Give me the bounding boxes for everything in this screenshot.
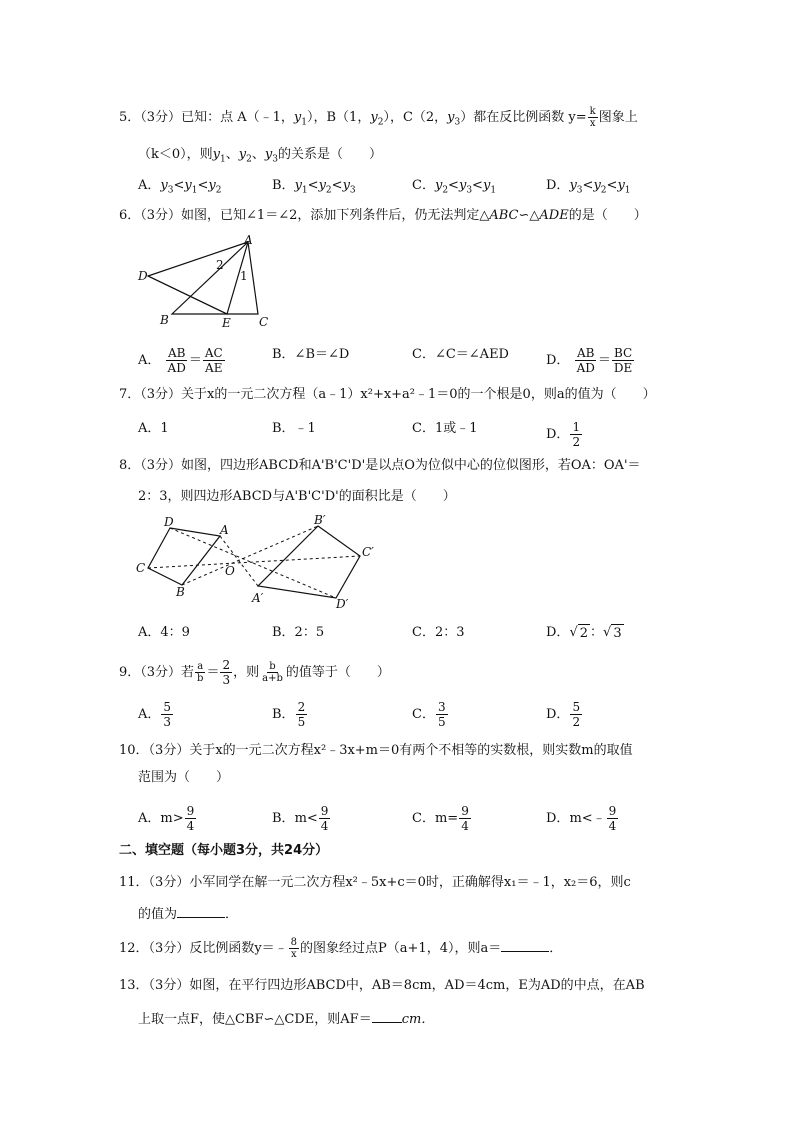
q8-stem-line1: 8．（3分）如图，四边形ABCD和A'B'C'D'是以点O为位似中心的位似图形，若OA：OA'＝ bbox=[119, 458, 641, 473]
q7-stem: 7．（3分）关于x的一元二次方程（a﹣1）x²+x+a²﹣1＝0的一个根是0，则a的值为（ ） bbox=[119, 387, 656, 402]
q8-label-o: O bbox=[225, 564, 235, 578]
q8-label-d-prime: D′ bbox=[336, 597, 349, 611]
q8-label-c-prime: C′ bbox=[362, 545, 374, 559]
q5-option-d[interactable]: D．$y_3<y_2<y_1$ bbox=[546, 178, 631, 196]
q8-option-d[interactable]: D．√ 2 ：√ 3 bbox=[546, 625, 622, 641]
q13-answer-blank[interactable] bbox=[372, 1010, 402, 1023]
q6-label-a: A bbox=[244, 233, 253, 247]
q8-quad-a2b2c2d2 bbox=[258, 526, 360, 598]
q5-fraction: $\frac{k}{x}$ bbox=[589, 106, 596, 129]
q8-option-b[interactable]: B．2：5 bbox=[272, 625, 325, 640]
q8-stem-line2: 2：3，则四边形ABCD与A'B'C'D'的面积比是（ ） bbox=[138, 489, 456, 504]
q11-answer-blank[interactable] bbox=[177, 905, 225, 918]
q8-label-b-prime: B′ bbox=[314, 513, 326, 527]
q5-option-c[interactable]: C．$y_2<y_3<y_1$ bbox=[412, 178, 497, 196]
q12-stem: 12．（3分）反比例函数y＝﹣ $\frac{8}{x}$ 的图象经过点P（a+1，4），则a＝ ． bbox=[119, 937, 563, 960]
q6-angle-2: 2 bbox=[216, 258, 224, 272]
q9-option-c[interactable]: C． $\frac{3}{5}$ bbox=[412, 700, 446, 729]
q8-label-a-prime: A′ bbox=[252, 591, 264, 605]
q6-label-c: C bbox=[259, 315, 269, 329]
q8-option-a[interactable]: A．4：9 bbox=[138, 625, 190, 640]
q5-option-a[interactable]: A．$y_3<y_1<y_2$ bbox=[138, 178, 222, 196]
q6-option-a[interactable]: A． $\frac{AB}{AD}$ ＝ $\frac{AC}{AE}$ bbox=[138, 346, 223, 375]
q6-figure bbox=[134, 232, 284, 332]
q7-option-c[interactable]: C．1或﹣1 bbox=[412, 421, 478, 436]
q9-option-a[interactable]: A． $\frac{5}{3}$ bbox=[138, 700, 172, 729]
q6-label-b: B bbox=[160, 313, 169, 327]
q5-stem-line1: 5．（3分）已知：点 A（﹣1，$y_1$），B（1，$y_2$），C（2，$y_3$）都在反比例函数 y= $\frac{k}{x}$ 图象上 bbox=[119, 106, 638, 129]
q10-option-b[interactable]: B．m< $\frac{9}{4}$ bbox=[272, 804, 329, 833]
q6-label-d: D bbox=[138, 269, 148, 283]
q7-option-d[interactable]: D． $\frac{1}{2}$ bbox=[546, 420, 581, 449]
q6-angle-1: 1 bbox=[240, 269, 248, 283]
q7-option-a[interactable]: A．1 bbox=[138, 421, 169, 436]
q11-stem-line2: 的值为 ． bbox=[138, 907, 239, 922]
q8-label-c: C bbox=[136, 561, 146, 575]
section-2-heading: 二、填空题（每小题3分，共24分） bbox=[119, 843, 329, 858]
q8-figure bbox=[134, 512, 384, 617]
q10-option-d[interactable]: D．m<﹣ $\frac{9}{4}$ bbox=[546, 804, 617, 833]
q8-quad-abcd bbox=[148, 528, 220, 585]
q6-segment-de bbox=[148, 276, 227, 314]
q5-option-b[interactable]: B．$y_1<y_2<y_3$ bbox=[272, 178, 356, 196]
q13-stem-line1: 13．（3分）如图，在平行四边形ABCD中，AB＝8cm，AD＝4cm，E为AD的中点，在AB bbox=[119, 978, 645, 993]
q10-stem-line1: 10．（3分）关于x的一元二次方程x²﹣3x+m＝0有两个不相等的实数根，则实数m的取值 bbox=[119, 743, 633, 758]
q9-option-d[interactable]: D． $\frac{5}{2}$ bbox=[546, 700, 581, 729]
q6-stem: 6．（3分）如图，已知∠1＝∠2，添加下列条件后，仍无法判定△ABC∽△ADE的是（ ） bbox=[119, 208, 647, 223]
q6-triangle-ade bbox=[148, 242, 248, 314]
q8-label-b: B bbox=[176, 585, 185, 599]
q11-stem-line1: 11．（3分）小军同学在解一元二次方程x²﹣5x+c＝0时，正确解得x₁＝﹣1，x₂＝6，则c bbox=[119, 875, 631, 890]
q8-label-a: A bbox=[220, 523, 229, 537]
q9-option-b[interactable]: B． $\frac{2}{5}$ bbox=[272, 700, 306, 729]
q6-option-d[interactable]: D． $\frac{AB}{AD}$ ＝ $\frac{BC}{DE}$ bbox=[546, 346, 633, 375]
q5-stem-line2: （k＜0），则$y_1$、$y_2$、$y_3$的关系是（ ） bbox=[138, 147, 382, 165]
q8-option-c[interactable]: C．2：3 bbox=[412, 625, 465, 640]
q8-label-d: D bbox=[164, 515, 174, 529]
q10-stem-line2: 范围为（ ） bbox=[138, 770, 230, 785]
q10-option-c[interactable]: C．m= $\frac{9}{4}$ bbox=[412, 804, 469, 833]
q10-option-a[interactable]: A．m> $\frac{9}{4}$ bbox=[138, 804, 195, 833]
q6-option-b[interactable]: B．∠B＝∠D bbox=[272, 347, 350, 362]
q9-stem: 9．（3分）若 $\frac{a}{b}$ ＝ $\frac{2}{3}$ ，则 $\frac{b}{a+b}$ 的值等于（ ） bbox=[119, 658, 390, 687]
q6-label-e: E bbox=[222, 316, 231, 330]
q6-option-c[interactable]: C．∠C＝∠AED bbox=[412, 347, 509, 362]
q12-answer-blank[interactable] bbox=[501, 939, 549, 952]
q7-option-b[interactable]: B．﹣1 bbox=[272, 421, 316, 436]
q13-stem-line2: 上取一点F，使△CBF∽△CDE，则AF＝ cm． bbox=[138, 1012, 435, 1027]
